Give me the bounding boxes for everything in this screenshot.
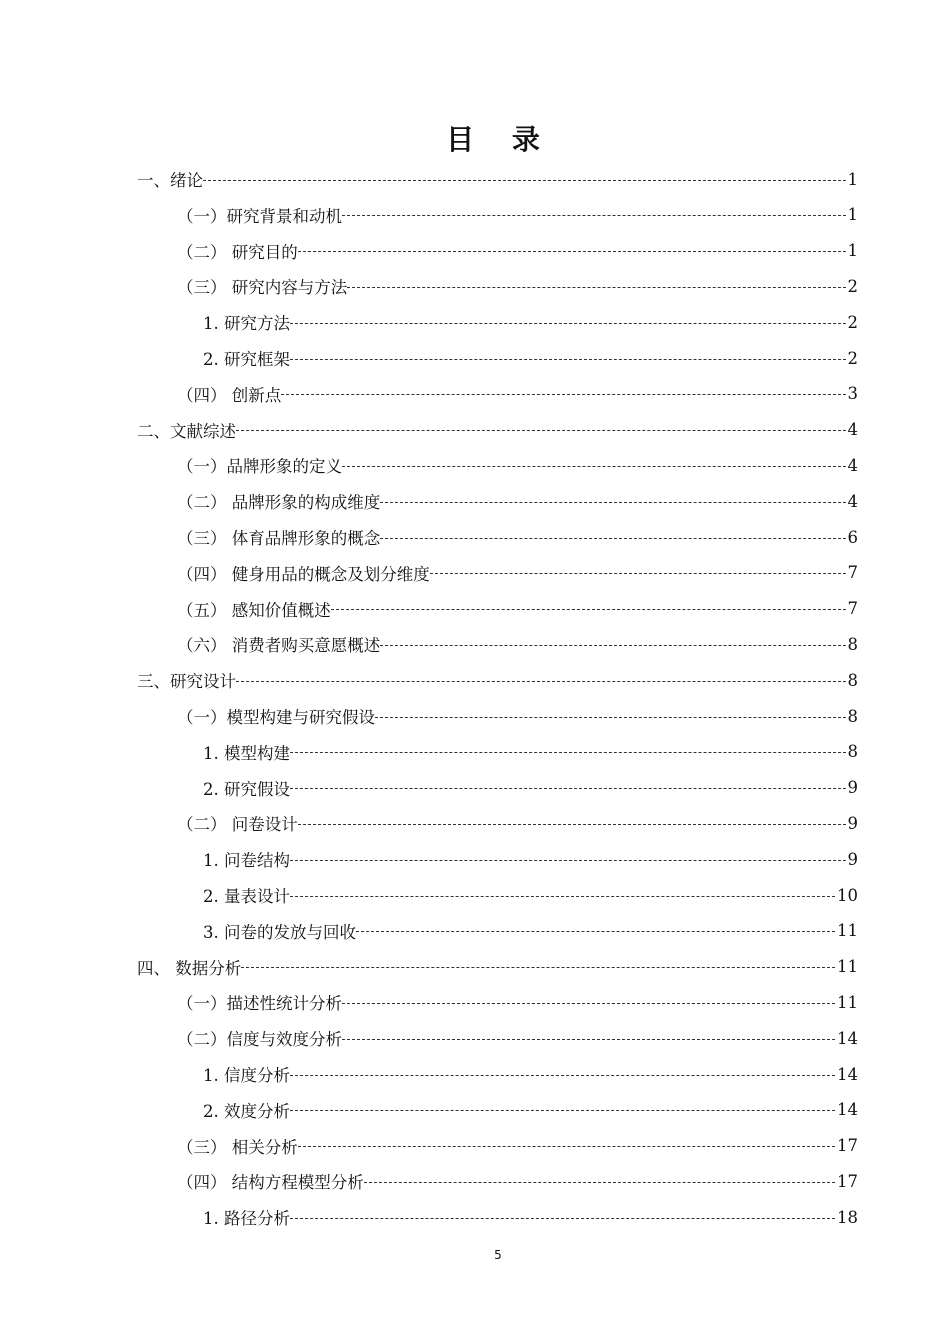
toc-entry-label: （二） 问卷设计 [177,815,298,835]
toc-entry-page: 11 [837,992,858,1012]
toc-leader-line [290,788,846,789]
toc-entry-page: 14 [837,1100,858,1120]
toc-entry-label: 二、文献综述 [137,421,236,441]
toc-leader-line [380,538,845,539]
toc-entry[interactable] [203,1199,858,1235]
toc-entry-page: 11 [837,957,858,977]
toc-entry-label: 三、研究设计 [137,672,236,692]
toc-leader-line [241,967,835,968]
toc-leader-line [347,287,845,288]
toc-entry-label: 1. 模型构建 [203,743,290,763]
toc-leader-line [342,466,846,467]
toc-entry[interactable] [177,483,858,519]
toc-leader-line [236,681,846,682]
toc-leader-line [290,359,846,360]
toc-entry-page: 1 [847,205,858,225]
toc-entry-page: 14 [837,1064,858,1084]
toc-entry-page: 3 [847,384,858,404]
toc-entry[interactable] [177,698,858,734]
toc-leader-line [281,394,845,395]
toc-leader-line [290,323,846,324]
toc-entry-label: （三） 研究内容与方法 [177,278,348,298]
toc-entry[interactable] [177,447,858,483]
toc-entry-label: （一）模型构建与研究假设 [177,708,375,727]
toc-leader-line [380,502,845,503]
toc-entry-label: （二）信度与效度分析 [177,1030,342,1050]
toc-leader-line [298,824,846,825]
toc-entry-label: （三） 相关分析 [177,1137,298,1157]
toc-entry[interactable] [137,412,858,448]
toc-entry[interactable] [177,1163,858,1199]
toc-entry[interactable] [137,949,858,985]
toc-leader-line [342,215,846,216]
toc-leader-line [364,1182,835,1183]
toc-entry-page: 17 [837,1136,858,1156]
toc-entry[interactable] [203,877,858,913]
toc-entry-page: 8 [847,670,858,690]
toc-entry-page: 18 [837,1207,858,1227]
toc-leader-line [203,180,846,181]
toc-entry[interactable] [137,662,858,698]
toc-entry[interactable] [177,555,858,591]
toc-entry-page: 7 [847,599,858,619]
toc-leader-line [356,931,835,932]
page-number: 5 [494,1248,502,1262]
toc-entry[interactable] [177,591,858,627]
toc-entry-label: 2. 研究假设 [203,779,290,799]
toc-entry-label: 2. 研究框架 [203,350,290,369]
toc-entry-page: 4 [847,455,858,475]
toc-entry[interactable] [177,268,858,304]
toc-entry-page: 4 [847,420,858,440]
toc-entry-page: 2 [847,312,858,332]
toc-entry-label: 四、 数据分析 [137,958,242,978]
toc-leader-line [342,1003,835,1004]
toc-entry-label: （二） 品牌形象的构成维度 [177,493,381,513]
toc-leader-line [236,430,846,431]
toc-entry-label: 1. 信度分析 [203,1066,290,1085]
toc-entry-page: 8 [847,634,858,654]
toc-entry-page: 10 [837,885,858,905]
toc-entry[interactable] [177,805,858,841]
toc-entry-page: 9 [847,813,858,833]
toc-leader-line [298,1146,835,1147]
toc-entry-page: 2 [847,276,858,296]
toc-entry-label: 3. 问卷的发放与回收 [203,922,356,942]
toc-entry[interactable] [203,734,858,770]
toc-entry-label: 2. 效度分析 [203,1101,290,1121]
toc-leader-line [290,860,846,861]
toc-entry[interactable] [137,161,858,197]
toc-entry[interactable] [177,197,858,233]
page-title: 目 录 [446,123,554,156]
toc-leader-line [290,1075,835,1076]
toc-entry[interactable] [203,340,858,376]
toc-leader-line [380,645,845,646]
toc-entry-label: （六） 消费者购买意愿概述 [177,636,381,656]
toc-leader-line [290,1218,835,1219]
toc-entry-page: 2 [847,348,858,368]
toc-entry-page: 1 [847,169,858,189]
toc-entry-label: （四） 结构方程模型分析 [177,1173,364,1193]
toc-leader-line [342,1039,835,1040]
toc-leader-line [290,896,835,897]
toc-entry[interactable] [177,233,858,269]
toc-entry-label: 一、绪论 [137,171,203,190]
toc-entry-label: （四） 创新点 [177,385,282,405]
toc-entry-page: 6 [847,527,858,547]
toc-leader-line [298,251,846,252]
toc-entry-page: 1 [847,241,858,261]
toc-entry-page: 4 [847,491,858,511]
toc-entry[interactable] [203,770,858,806]
toc-entry-page: 14 [837,1028,858,1048]
toc-entry-label: （一）描述性统计分析 [177,994,342,1014]
toc-entry-page: 9 [847,778,858,798]
toc-entry-label: 1. 路径分析 [203,1209,290,1229]
toc-entry[interactable] [177,1020,858,1056]
toc-leader-line [331,609,846,610]
toc-entry-page: 8 [847,706,858,726]
toc-entry[interactable] [203,1056,858,1092]
toc-entry[interactable] [203,841,858,877]
toc-entry[interactable] [177,1128,858,1164]
toc-leader-line [290,752,846,753]
toc-entry[interactable] [177,626,858,662]
toc-entry[interactable] [203,913,858,949]
toc-entry-label: 1. 问卷结构 [203,851,290,871]
toc-entry[interactable] [177,984,858,1020]
toc-leader-line [290,1110,835,1111]
toc-leader-line [375,717,846,718]
toc-entry-label: 1. 研究方法 [203,314,290,334]
toc-entry-label: （一）研究背景和动机 [177,206,342,226]
toc-entry-label: 2. 量表设计 [203,887,290,906]
toc-entry-page: 17 [837,1171,858,1191]
toc-entry-page: 8 [847,742,858,762]
toc-entry-label: （一）品牌形象的定义 [177,457,342,477]
toc-entry[interactable] [203,1092,858,1128]
toc-entry-label: （二） 研究目的 [177,242,298,262]
toc-entry-page: 9 [847,849,858,869]
toc-entry-label: （三） 体育品牌形象的概念 [177,529,381,548]
toc-entry-page: 7 [847,563,858,583]
toc-leader-line [430,573,846,574]
toc-entry[interactable] [177,376,858,412]
toc-entry[interactable] [177,519,858,555]
toc-entry-label: （五） 感知价值概述 [177,600,331,620]
toc-entry[interactable] [203,304,858,340]
toc-entry-page: 11 [837,921,858,941]
toc-entry-label: （四） 健身用品的概念及划分维度 [177,564,430,584]
